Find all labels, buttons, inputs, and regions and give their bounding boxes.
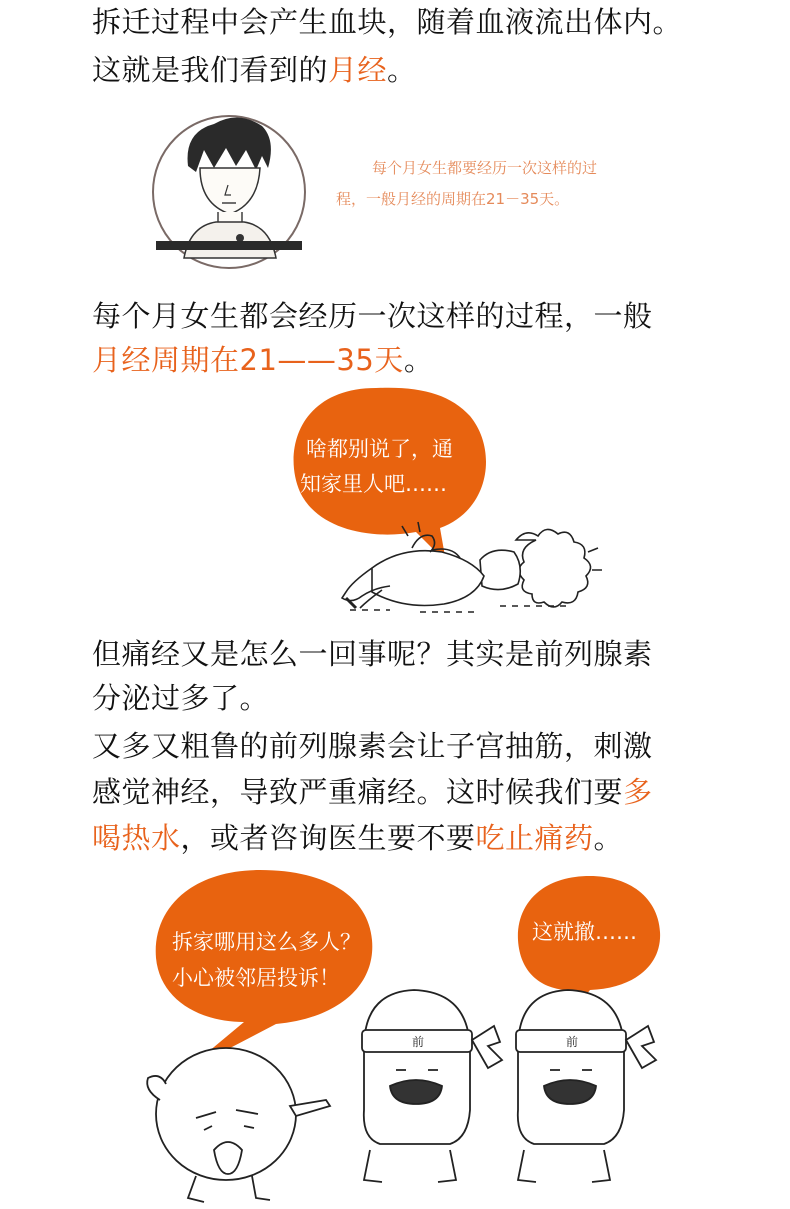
highlight-menstruation: 月经 bbox=[328, 53, 388, 87]
text-segment: 。 bbox=[403, 343, 434, 377]
text-segment: 。 bbox=[593, 821, 624, 855]
illustration-caption-line-2: 程，一般月经的周期在21－35天。 bbox=[336, 190, 570, 208]
highlight-painkiller: 吃止痛药 bbox=[475, 821, 594, 855]
character-headband-label-1: 前 bbox=[411, 1035, 425, 1049]
round-face-character bbox=[147, 1048, 330, 1202]
paragraph-3-line-2: 分泌过多了。 bbox=[92, 681, 270, 715]
bubble-3-line-1: 这就撤…… bbox=[532, 920, 637, 944]
paragraph-4-line-1: 又多又粗鲁的前列腺素会让子宫抽筋，刺激 bbox=[92, 729, 653, 763]
text-segment: ，或者咨询医生要不要 bbox=[180, 821, 476, 855]
highlight-cycle: 月经周期在21——35天 bbox=[92, 343, 404, 377]
paragraph-1-line-1: 拆迁过程中会产生血块，随着血液流出体内。 bbox=[92, 5, 683, 39]
text-segment: 感觉神经，导致严重痛经。这时候我们要 bbox=[92, 775, 624, 809]
bubble-2-line-2: 小心被邻居投诉！ bbox=[172, 966, 340, 990]
prostaglandin-character-1 bbox=[362, 990, 502, 1182]
paragraph-3-line-1: 但痛经又是怎么一回事呢？其实是前列腺素 bbox=[92, 637, 653, 671]
bubble-1-line-2: 知家里人吧…… bbox=[300, 472, 447, 496]
text-segment: 。 bbox=[387, 53, 417, 87]
highlight-drink: 多 bbox=[623, 775, 653, 809]
bubble-1-line-1: 啥都别说了，通 bbox=[306, 437, 453, 461]
prostaglandin-character-2 bbox=[516, 990, 656, 1182]
text-segment: 这就是我们看到的 bbox=[92, 53, 329, 87]
bubble-2-line-1: 拆家哪用这么多人？ bbox=[172, 930, 361, 954]
illustration-caption-line-1: 每个月女生都要经历一次这样的过 bbox=[372, 159, 598, 177]
paragraph-2-line-1: 每个月女生都会经历一次这样的过程，一般 bbox=[92, 299, 653, 333]
character-headband-label-2: 前 bbox=[565, 1035, 579, 1049]
highlight-hot-water: 喝热水 bbox=[92, 821, 181, 855]
